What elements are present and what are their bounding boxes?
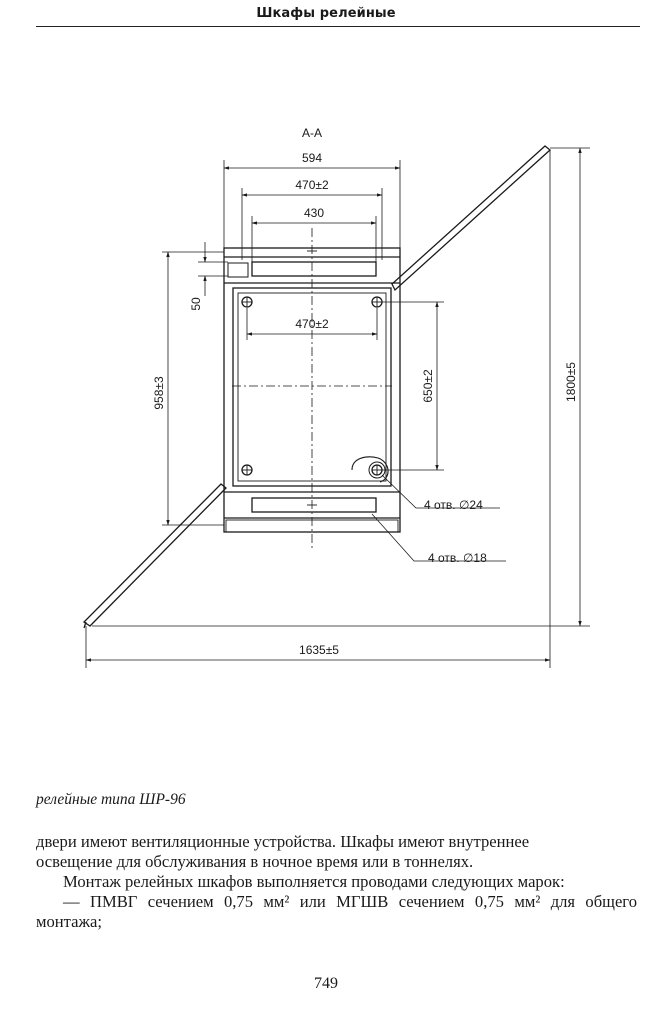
top-vent-slot — [252, 262, 376, 276]
paragraph: — ПМВГ сечением 0,75 мм² или МГШВ сечением 0,75 мм² для общего монтажа; — [36, 892, 637, 931]
dim-vertical-mount: 650±2 — [421, 369, 435, 403]
hole-note-24: 4 отв. ∅24 — [424, 498, 483, 512]
dim-upper-mount: 470±2 — [295, 178, 329, 192]
right-door — [392, 146, 550, 290]
left-door — [84, 484, 226, 626]
section-label: А-А — [301, 126, 323, 140]
paragraph: Монтаж релейных шкафов выполняется проводами следующих марок: — [63, 872, 565, 891]
figure-caption: релейные типа ШР-96 — [36, 791, 186, 808]
dim-lower-mount: 470±2 — [295, 317, 329, 331]
dim-overall-width: 1635±5 — [299, 643, 339, 657]
hole-note-18: 4 отв. ∅18 — [428, 551, 487, 565]
paragraph-line: двери имеют вентиляционные устройства. Шкафы имеют внутреннее — [36, 832, 530, 851]
dim-inner-430: 430 — [303, 206, 325, 220]
dim-depth: 958±3 — [152, 376, 166, 410]
dim-width-outer: 594 — [301, 151, 323, 165]
body-text — [36, 832, 637, 932]
running-head: Шкафы релейные — [256, 6, 396, 21]
paragraph-line: освещение для обслуживания в ночное время или в тоннелях. — [36, 852, 474, 871]
dim-50: 50 — [189, 297, 203, 311]
page-number: 749 — [314, 975, 338, 992]
dim-height: 1800±5 — [564, 362, 578, 402]
